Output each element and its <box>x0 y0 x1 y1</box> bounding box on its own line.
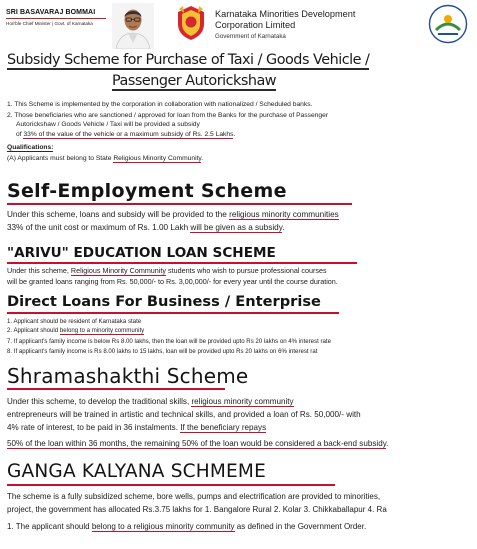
qualification-a: (A) Applicants must belong to State Religious Minority Community. <box>7 155 204 162</box>
taxi-point-2-line2: Autorickshaw / Goods Vehicle / Taxi will be provided a subsidy <box>16 121 200 128</box>
kmdc-logo-icon <box>428 4 468 44</box>
direct-loans-point-7: 7. If applicant's family income is below Rs 8.00 lakhs, then the loan will be provided upto Rs 20 lakhs on 4% interest rate <box>7 338 331 345</box>
ganga-kalyana-title-underline <box>7 484 335 486</box>
cm-title: Hon'ble Chief Minister | Govt. of Karnataka <box>6 21 93 26</box>
arivu-line2: will be granted loans ranging from Rs. 50,000/- to Rs. 3,00,000/- for every year until the course duration. <box>7 277 338 286</box>
self-employment-title: Self-Employment Scheme <box>7 180 287 202</box>
taxi-point-2-line1: 2. Those beneficiaries who are sanctioned / approved for loan from the Banks for the purchase of Passenger <box>7 112 329 119</box>
direct-loans-title-underline <box>7 312 339 314</box>
self-employment-title-underline <box>7 203 352 205</box>
direct-loans-point-8: 8. If applicant's family income is Rs 8.00 lakhs to 15 lakhs, loan will be provided upto Rs 20 lakhs on 6% interest rat <box>7 348 318 355</box>
arivu-title-underline <box>7 262 357 264</box>
header <box>0 0 477 52</box>
self-employment-line2: 33% of the unit cost or maximum of Rs. 1.00 Lakh will be given as a subsidy. <box>7 223 285 232</box>
ganga-kalyana-title: GANGA KALYANA SCHMEME <box>7 461 266 482</box>
direct-loans-point-2: 2. Applicant should belong to a minority community <box>7 327 145 334</box>
shramashakthi-line3: 4% rate of interest, to be paid in 36 instalments. If the beneficiary repays <box>7 423 267 432</box>
arivu-title: "ARIVU" EDUCATION LOAN SCHEME <box>7 245 276 261</box>
self-employment-line1: Under this scheme, loans and subsidy will be provided to the religious minority communities <box>7 210 339 219</box>
org-government: Government of Karnataka <box>215 33 286 40</box>
cm-name: SRI BASAVARAJ BOMMAI <box>6 9 96 16</box>
shramashakthi-line1: Under this scheme, to develop the traditional skills, religious minority community <box>7 397 294 406</box>
org-name-line1: Karnataka Minorities Development <box>215 9 356 19</box>
cm-divider <box>6 18 106 19</box>
taxi-point-1: 1. This Scheme is implemented by the corporation in collaboration with nationalized / Scheduled banks. <box>7 101 313 108</box>
taxi-point-2-line3: of 33% of the value of the vehicle or a maximum subsidy of Rs. 2.5 Lakhs. <box>16 131 236 138</box>
cm-portrait-icon <box>112 3 154 49</box>
org-name-line2: Corporation Limited <box>215 20 296 30</box>
shramashakthi-line2: entrepreneurs will be trained in artistic and technical skills, and provided a loan of Rs. 50,000/- with <box>7 410 361 419</box>
subsidy-amount-highlight: 33% of the value of the vehicle or a maximum subsidy of Rs. 2.5 Lakhs <box>23 131 234 138</box>
shramashakthi-line4: 50% of the loan within 36 months, the remaining 50% of the loan would be considered a back-end subsidy. <box>7 439 389 448</box>
qualifications-label: Qualifications: <box>7 144 54 151</box>
shramashakthi-title: Shramashakthi Scheme <box>7 364 249 388</box>
ganga-kalyana-line2: project, the government has allocated Rs.3.75 lakhs for 1. Bangalore Rural 2. Kolar 3. Chikkaballapur 4. Ra <box>7 505 387 514</box>
direct-loans-title: Direct Loans For Business / Enterprise <box>7 293 321 310</box>
karnataka-emblem-icon <box>174 4 208 42</box>
ganga-kalyana-line3: 1. The applicant should belong to a religious minority community as defined in the Government Order. <box>7 522 367 531</box>
shramashakthi-title-underline <box>7 388 225 390</box>
taxi-scheme-title-line1: Subsidy Scheme for Purchase of Taxi / Goods Vehicle / <box>7 52 370 68</box>
ganga-kalyana-line1: The scheme is a fully subsidized scheme, bore wells, pumps and electrification are provided to minorities, <box>7 492 381 501</box>
direct-loans-point-1: 1. Applicant should be resident of Karnataka state <box>7 318 142 325</box>
arivu-line1: Under this scheme, Religious Minority Community students who wish to pursue professional courses <box>7 266 327 275</box>
taxi-scheme-title-line2: Passenger Autorickshaw <box>112 73 277 89</box>
